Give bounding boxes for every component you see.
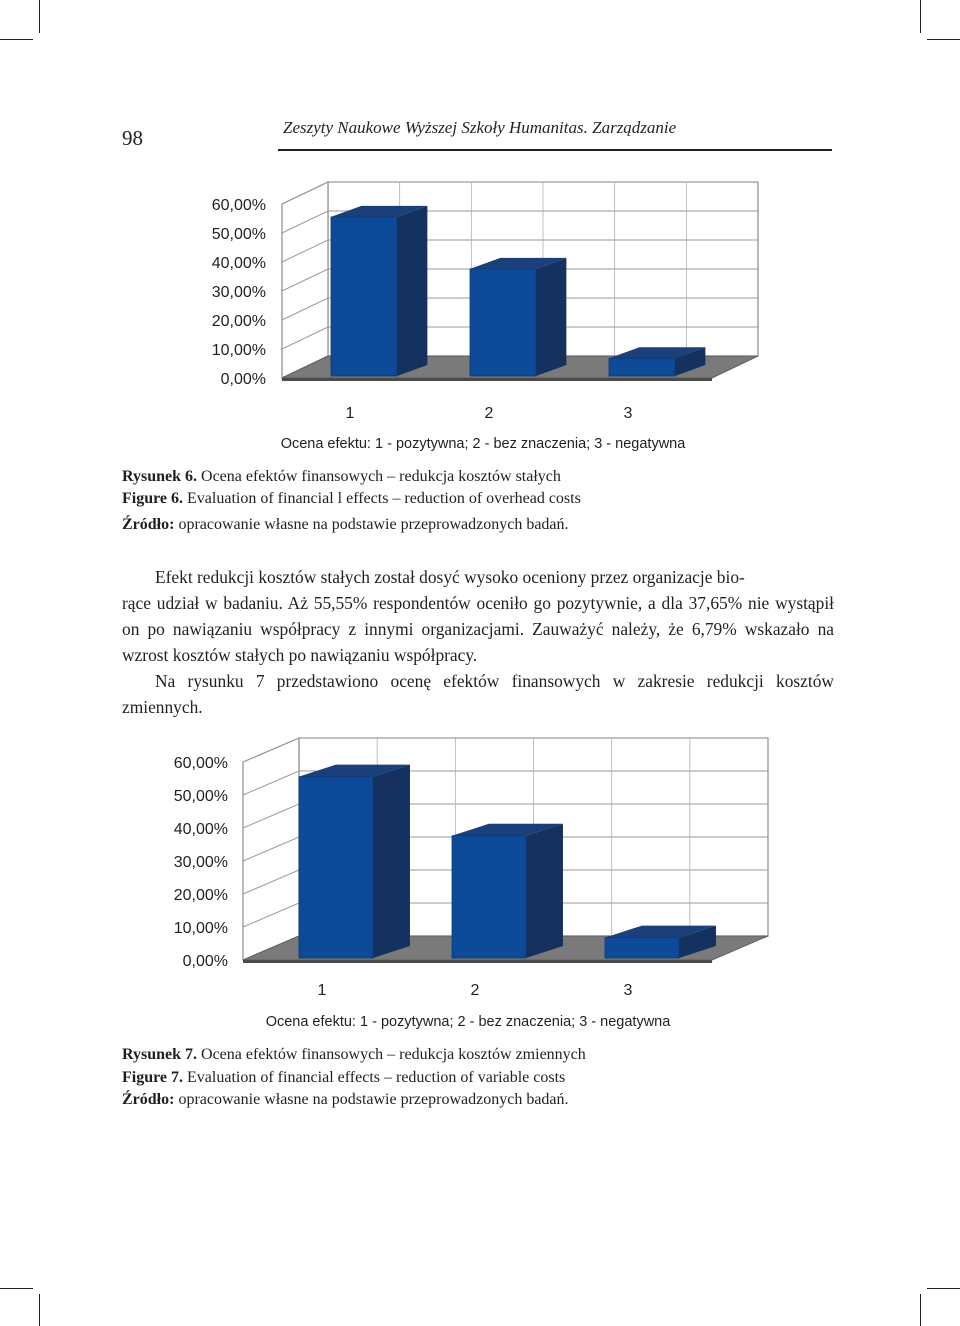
figure6-source [122, 514, 569, 536]
chart-floor-edge [282, 378, 712, 381]
body-text [122, 564, 834, 720]
figure7-caption-en [122, 1067, 565, 1089]
paragraph-1 [122, 564, 834, 668]
y-tick-label: 60,00% [173, 755, 228, 772]
y-tick-label: 30,00% [173, 854, 228, 871]
x-tick-label: 1 [345, 405, 355, 422]
figure6-caption-en-label: Figure 6. [122, 490, 184, 507]
y-tick-label: 0,00% [220, 371, 266, 388]
bar-front [331, 217, 397, 376]
bar [452, 824, 563, 958]
y-tick-label: 40,00% [211, 255, 266, 272]
bar-side [397, 206, 427, 376]
bar [470, 258, 566, 376]
y-tick-label: 60,00% [211, 197, 266, 214]
figure7-caption-en-text: Evaluation of financial effects – reduction of variable costs [187, 1069, 566, 1086]
y-tick-label: 10,00% [211, 342, 266, 359]
x-axis-title: Ocena efektu: 1 - pozytywna; 2 - bez znaczenia; 3 - negatywna [265, 1014, 671, 1030]
x-tick-label: 2 [484, 405, 494, 422]
bar-side [526, 824, 563, 958]
figure6-source-label: Źródło: [122, 516, 175, 533]
chart-floor-edge [243, 960, 712, 963]
y-tick-label: 20,00% [173, 887, 228, 904]
figure6-caption-pl [122, 466, 561, 488]
y-tick-label: 50,00% [211, 226, 266, 243]
paragraph-2: Na rysunku 7 przedstawiono ocenę efektów finansowych w zakresie redukcji kosztów zmiennych. [122, 671, 834, 717]
figure7-caption-pl [122, 1044, 586, 1066]
bar-front [609, 358, 675, 376]
bar-front [605, 938, 679, 958]
chart-6 [212, 182, 758, 452]
paragraph-1-line-1: Efekt redukcji kosztów stałych został dosyć wysoko oceniony przez organizacje bio- [155, 567, 745, 587]
figure7-source [122, 1089, 569, 1111]
figure6-caption-pl-label: Rysunek 6. [122, 468, 198, 485]
figure7-source-label: Źródło: [122, 1091, 175, 1108]
figure6-caption-en-text: Evaluation of financial l effects – reduction of overhead costs [187, 490, 581, 507]
figure7-caption-pl-label: Rysunek 7. [122, 1046, 198, 1063]
chart-7 [174, 738, 768, 1030]
y-tick-label: 10,00% [173, 920, 228, 937]
bar [331, 206, 427, 376]
y-tick-label: 30,00% [211, 284, 266, 301]
bar-side [373, 765, 410, 958]
figure6-caption-en [122, 488, 581, 510]
y-tick-label: 20,00% [211, 313, 266, 330]
bar-front [299, 777, 373, 958]
figure7-caption-en-label: Figure 7. [122, 1069, 184, 1086]
journal-title: Zeszyty Naukowe Wyższej Szkoły Humanitas. Zarządzanie [283, 118, 677, 137]
x-axis-title: Ocena efektu: 1 - pozytywna; 2 - bez znaczenia; 3 - negatywna [280, 436, 686, 452]
x-tick-label: 3 [623, 405, 633, 422]
y-tick-label: 50,00% [173, 788, 228, 805]
bar [299, 765, 410, 958]
x-tick-label: 3 [623, 982, 633, 999]
y-tick-label: 0,00% [182, 953, 228, 970]
figure7-caption-pl-text: Ocena efektów finansowych – redukcja kosztów zmiennych [201, 1046, 586, 1063]
x-tick-label: 2 [470, 982, 480, 999]
y-tick-label: 40,00% [173, 821, 228, 838]
bar-side [536, 258, 566, 376]
paragraph-1-rest: rące udział w badaniu. Aż 55,55% respondentów oceniło go pozytywnie, a dla 37,65% nie wystąpił on po nawiązaniu współpracy z innymi organizacjami. Zauważyć należy, że 6,79% wskazało na wzrost kosztów stałych po nawiązaniu współpracy. [122, 593, 834, 665]
bar-front [470, 269, 536, 376]
figure6-caption-pl-text: Ocena efektów finansowych – redukcja kosztów stałych [201, 468, 561, 485]
x-tick-label: 1 [317, 982, 327, 999]
bar-front [452, 836, 526, 958]
figure6-source-text: opracowanie własne na podstawie przeprowadzonych badań. [178, 516, 569, 533]
page-number: 98 [122, 126, 143, 150]
figure7-source-text: opracowanie własne na podstawie przeprowadzonych badań. [178, 1091, 569, 1108]
